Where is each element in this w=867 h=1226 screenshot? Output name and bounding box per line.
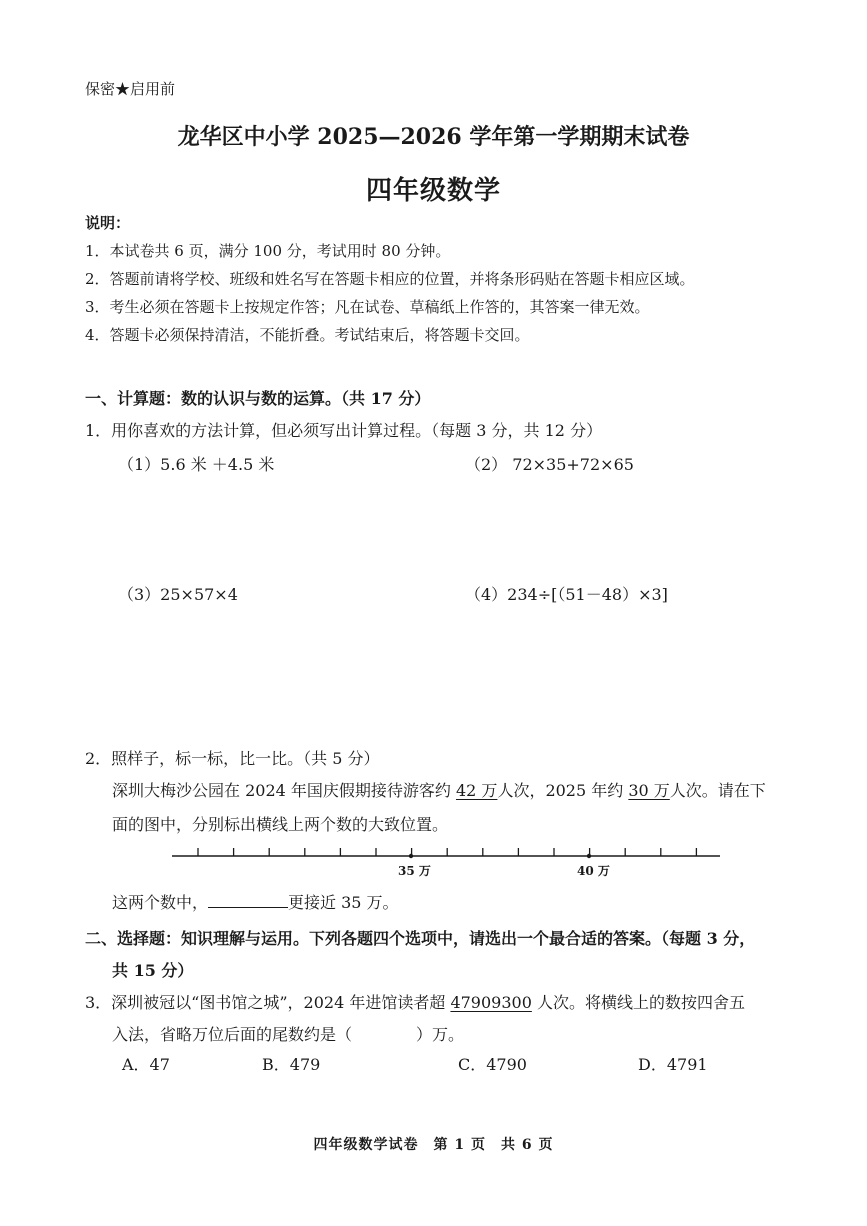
- page-footer: 四年级数学试卷 第 1 页 共 6 页: [313, 1137, 554, 1153]
- q2-answer-blank[interactable]: [208, 893, 288, 908]
- q1-item-2: （2） 72×35+72×65: [465, 455, 634, 474]
- q2-compare: 这两个数中， 更接近 35 万。: [112, 893, 399, 912]
- q3-option-a[interactable]: A．47: [122, 1055, 170, 1074]
- section2-heading: 二、选择题：知识理解与运用。下列各题四个选项中，请选出一个最合适的答案。（每题 3 分，: [85, 929, 756, 948]
- q2-text-line1: 深圳大梅沙公园在 2024 年国庆假期接待游客约 42 万人次，2025 年约 30 万人次。请在下: [112, 781, 766, 800]
- instruction-item: 3．考生必须在答题卡上按规定作答；凡在试卷、草稿纸上作答的，其答案一律无效。: [85, 298, 650, 316]
- q1-item-4: （4）234÷[（51－48）×3]: [465, 585, 668, 604]
- q3-option-b[interactable]: B．479: [262, 1055, 321, 1074]
- confidential-label: 保密★启用前: [85, 80, 176, 98]
- exam-subtitle: 四年级数学: [365, 176, 501, 206]
- instruction-item: 1．本试卷共 6 页，满分 100 分，考试用时 80 分钟。: [85, 242, 451, 260]
- q2-stem: 2．照样子，标一标，比一比。（共 5 分）: [85, 749, 380, 768]
- instruction-item: 2．答题前请将学校、班级和姓名写在答题卡相应的位置，并将条形码贴在答题卡相应区域。: [85, 270, 695, 288]
- tick-point-35: [409, 854, 413, 858]
- exam-title: 龙华区中小学 2025—2026 学年第一学期期末试卷: [177, 124, 690, 150]
- number-line: [168, 842, 728, 882]
- q1-stem: 1．用你喜欢的方法计算，但必须写出计算过程。（每题 3 分，共 12 分）: [85, 421, 603, 440]
- q3-stem-line1: 3．深圳被冠以“图书馆之城”，2024 年进馆读者超 47909300 人次。将横线上的数按四舍五: [85, 993, 745, 1012]
- section2-heading-cont: 共 15 分）: [112, 961, 194, 980]
- q3-option-d[interactable]: D．4791: [638, 1055, 708, 1074]
- q2-number-2024: 42 万: [455, 781, 498, 800]
- q2-number-2025: 30 万: [628, 781, 670, 800]
- q3-stem-line2: 入法，省略万位后面的尾数约是（ ）万。: [112, 1025, 465, 1044]
- number-line-ticks: [198, 848, 728, 856]
- q1-item-1: （1）5.6 米 ＋4.5 米: [118, 455, 275, 474]
- q3-option-c[interactable]: C．4790: [458, 1055, 527, 1074]
- tick-label-40: 40 万: [577, 864, 610, 878]
- tick-label-35: 35 万: [398, 864, 431, 878]
- section1-heading: 一、计算题：数的认识与数的运算。（共 17 分）: [85, 389, 431, 408]
- instructions-heading: 说明：: [85, 214, 131, 232]
- tick-point-40: [587, 854, 591, 858]
- q3-number: 47909300: [450, 993, 532, 1012]
- instruction-item: 4．答题卡必须保持清洁，不能折叠。考试结束后，将答题卡交回。: [85, 326, 530, 344]
- q1-item-3: （3）25×57×4: [118, 585, 238, 604]
- q2-text-line2: 面的图中，分别标出横线上两个数的大致位置。: [112, 815, 449, 834]
